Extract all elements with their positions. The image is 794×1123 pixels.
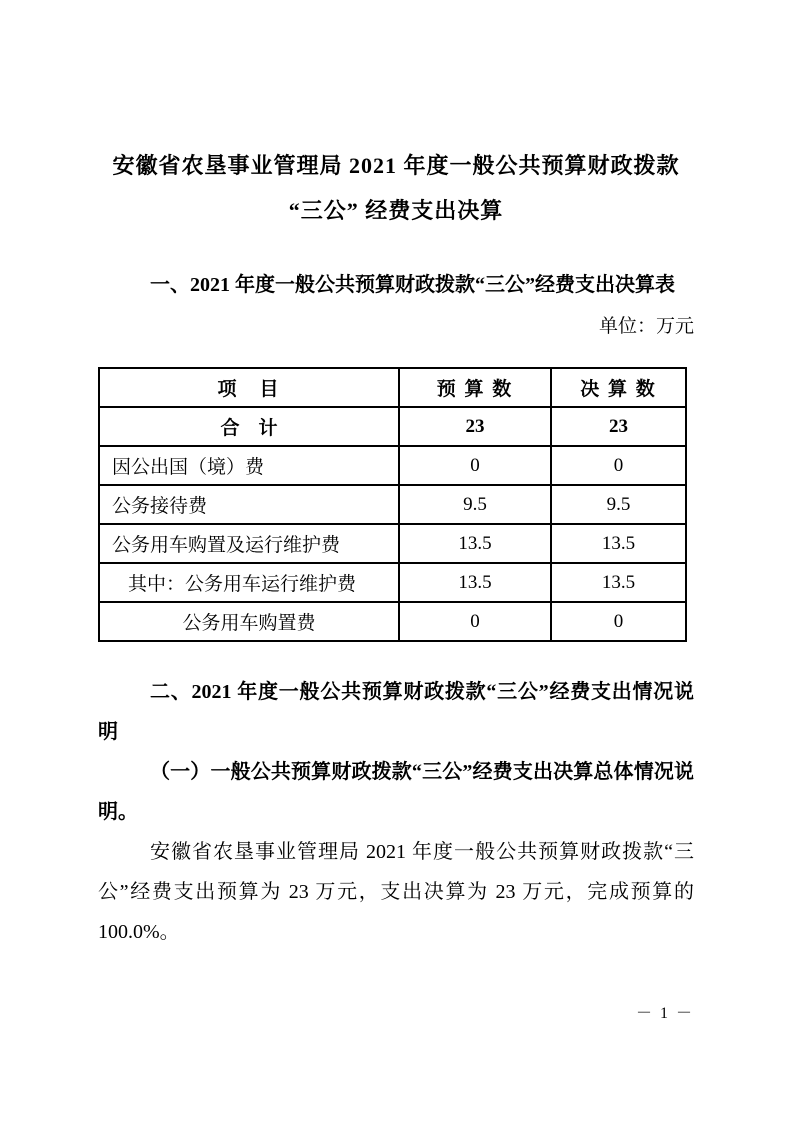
row-label: 公务用车购置及运行维护费	[99, 524, 399, 563]
row-budget-value: 13.5	[399, 524, 551, 563]
section2-heading: 二、2021 年度一般公共预算财政拨款“三公”经费支出情况说明	[98, 681, 694, 743]
row-final-value: 9.5	[551, 485, 686, 524]
row-final-value: 0	[551, 602, 686, 641]
document-title-line1: 安徽省农垦事业管理局 2021 年度一般公共预算财政拨款	[112, 153, 680, 178]
table-header-item: 项 目	[99, 368, 399, 407]
row-final-value: 23	[551, 407, 686, 446]
table-row-total	[99, 407, 686, 446]
table-header-row	[99, 368, 686, 407]
row-budget-value: 0	[399, 446, 551, 485]
document-title	[98, 0, 694, 233]
budget-table	[98, 367, 687, 642]
document-title-line2: “三公” 经费支出决算	[288, 198, 504, 223]
row-final-value: 13.5	[551, 524, 686, 563]
row-budget-value: 13.5	[399, 563, 551, 602]
page-number: － 1 －	[635, 1005, 694, 1022]
section2-sub-heading: （一）一般公共预算财政拨款“三公”经费支出决算总体情况说明。	[98, 761, 694, 823]
table-row-vehicle-operation	[99, 563, 686, 602]
row-label: 合 计	[99, 407, 399, 446]
table-header-final: 决 算 数	[551, 368, 686, 407]
row-budget-value: 23	[399, 407, 551, 446]
row-label: 因公出国（境）费	[99, 446, 399, 485]
table-row-vehicle-total	[99, 524, 686, 563]
unit-label: 单位：万元	[598, 316, 694, 337]
row-budget-value: 9.5	[399, 485, 551, 524]
row-final-value: 13.5	[551, 563, 686, 602]
row-final-value: 0	[551, 446, 686, 485]
document-content	[98, 0, 694, 952]
table-row-reception	[99, 485, 686, 524]
row-label: 公务接待费	[99, 485, 399, 524]
table-row-vehicle-purchase	[99, 602, 686, 641]
table-row-abroad	[99, 446, 686, 485]
row-label: 公务用车购置费	[99, 602, 399, 641]
row-budget-value: 0	[399, 602, 551, 641]
table-header-budget: 预 算 数	[399, 368, 551, 407]
summary-paragraph: 安徽省农垦事业管理局 2021 年度一般公共预算财政拨款“三公”经费支出预算为 23 万元，支出决算为 23 万元，完成预算的 100.0%。	[98, 841, 694, 943]
row-label: 其中：公务用车运行维护费	[99, 563, 399, 602]
section1-heading: 一、2021 年度一般公共预算财政拨款“三公”经费支出决算表	[150, 274, 675, 296]
